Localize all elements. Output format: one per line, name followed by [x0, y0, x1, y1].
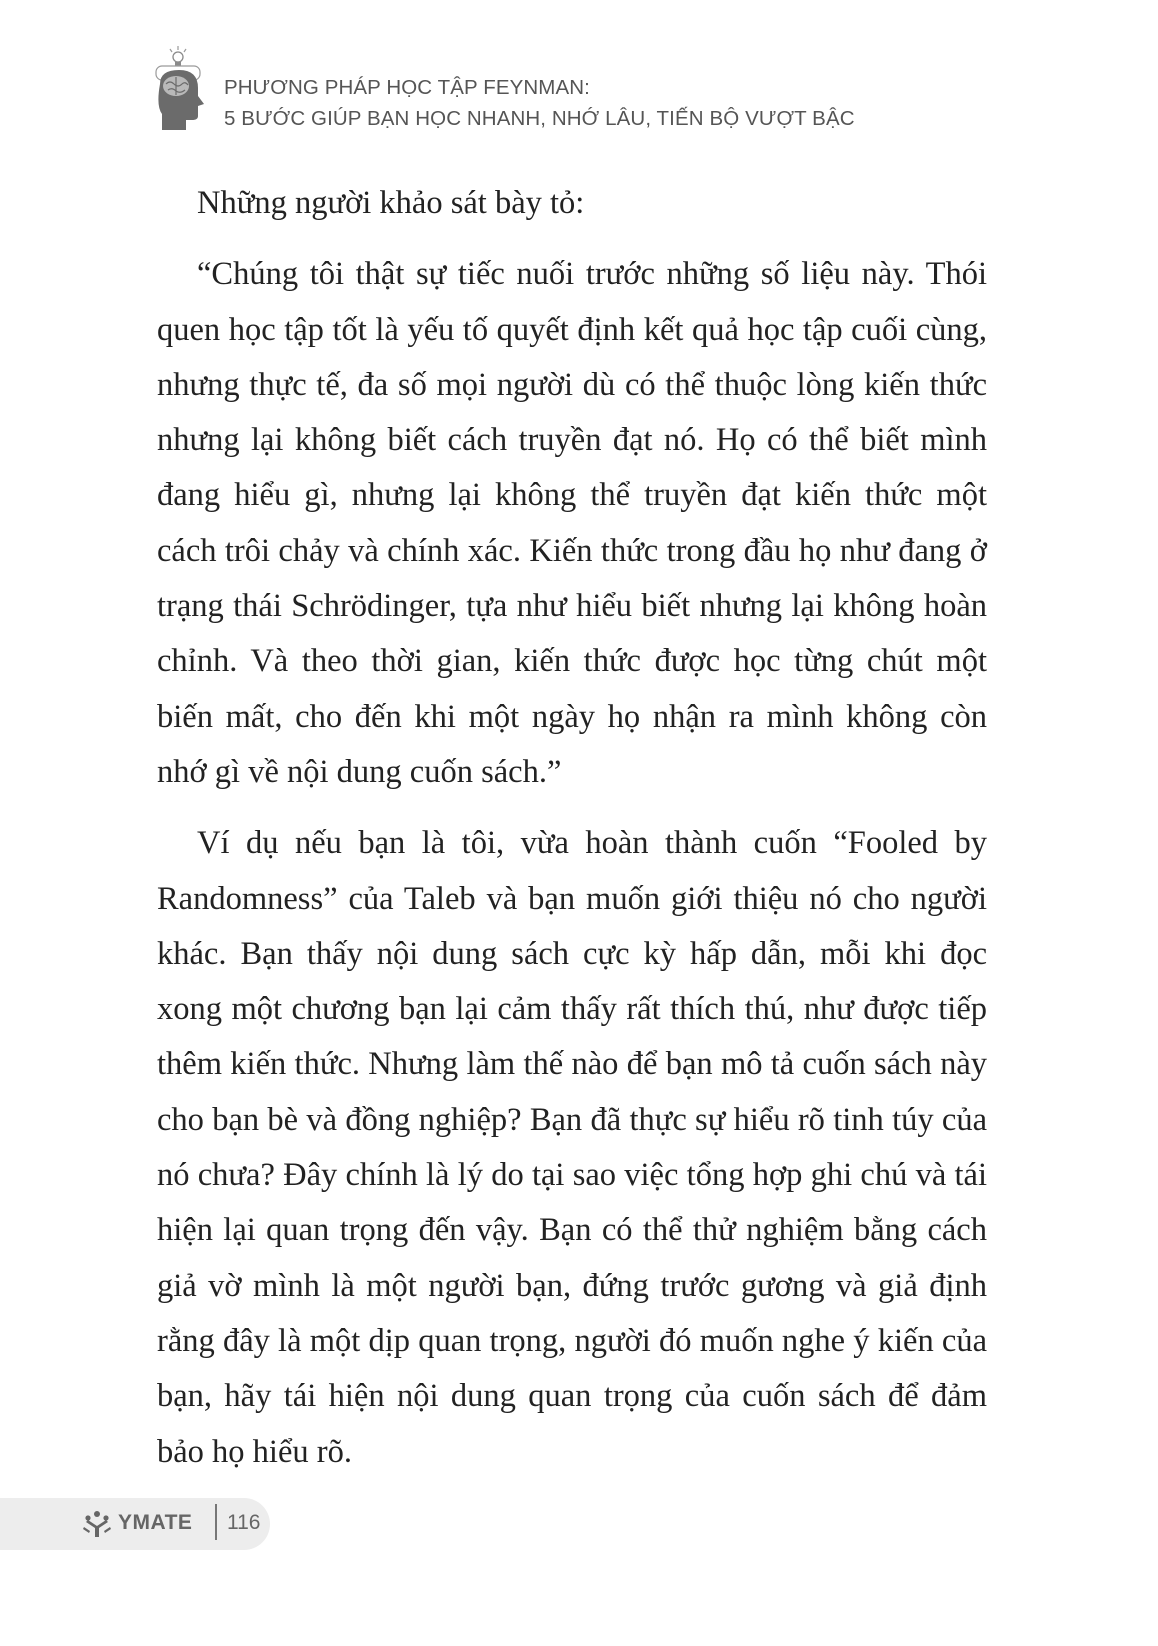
body-text [157, 176, 987, 1480]
running-header [152, 44, 855, 139]
running-header-title [224, 72, 855, 134]
ymate-logo-icon [82, 1509, 112, 1539]
paragraph: Ví dụ nếu bạn là tôi, vừa hoàn thành cuốn “Fooled by Randomness” của Taleb và bạn muốn giới thiệu nó cho người khác. Bạn thấy nội dung sách cực kỳ hấp dẫn, mỗi khi đọc xong một chương bạn lại cảm thấy rất thích thú, như được tiếp thêm kiến thức. Nhưng làm thế nào để bạn mô tả cuốn sách này cho bạn bè và đồng nghiệp? Bạn đã thực sự hiểu rõ tinh túy của nó chưa? Đây chính là lý do tại sao việc tổng hợp ghi chú và tái hiện lại quan trọng đến vậy. Bạn có thể thử nghiệm bằng cách giả vờ mình là một người bạn, đứng trước gương và giả định rằng đây là một dịp quan trọng, người đó muốn nghe ý kiến của bạn, hãy tái hiện nội dung quan trọng của cuốn sách để đảm bảo họ hiểu rõ. [157, 825, 987, 1470]
paragraph: “Chúng tôi thật sự tiếc nuối trước những số liệu này. Thói quen học tập tốt là yếu tố quyết định kết quả học tập cuối cùng, nhưng thực tế, đa số mọi người dù có thể thuộc lòng kiến thức nhưng lại không biết cách truyền đạt nó. Họ có thể biết mình đang hiểu gì, nhưng lại không thể truyền đạt kiến thức một cách trôi chảy và chính xác. Kiến thức trong đầu họ như đang ở trạng thái Schrödinger, tựa như hiểu biết nhưng lại không hoàn chỉnh. Và theo thời gian, kiến thức được học từng chút một biến mất, cho đến khi một ngày họ nhận ra mình không còn nhớ gì về nội dung cuốn sách.” [157, 256, 987, 790]
paragraph: Những người khảo sát bày tỏ: [197, 185, 585, 221]
footer-brand: YMATE [118, 1511, 193, 1534]
header-title-line-2: 5 BƯỚC GIÚP BẠN HỌC NHANH, NHỚ LÂU, TIẾN BỘ VƯỢT BẬC [224, 107, 855, 130]
page-number: 116 [227, 1511, 261, 1534]
head-brain-lightbulb-icon [152, 44, 208, 136]
header-title-line-1: PHƯƠNG PHÁP HỌC TẬP FEYNMAN: [224, 76, 590, 99]
footer-separator [215, 1504, 217, 1540]
